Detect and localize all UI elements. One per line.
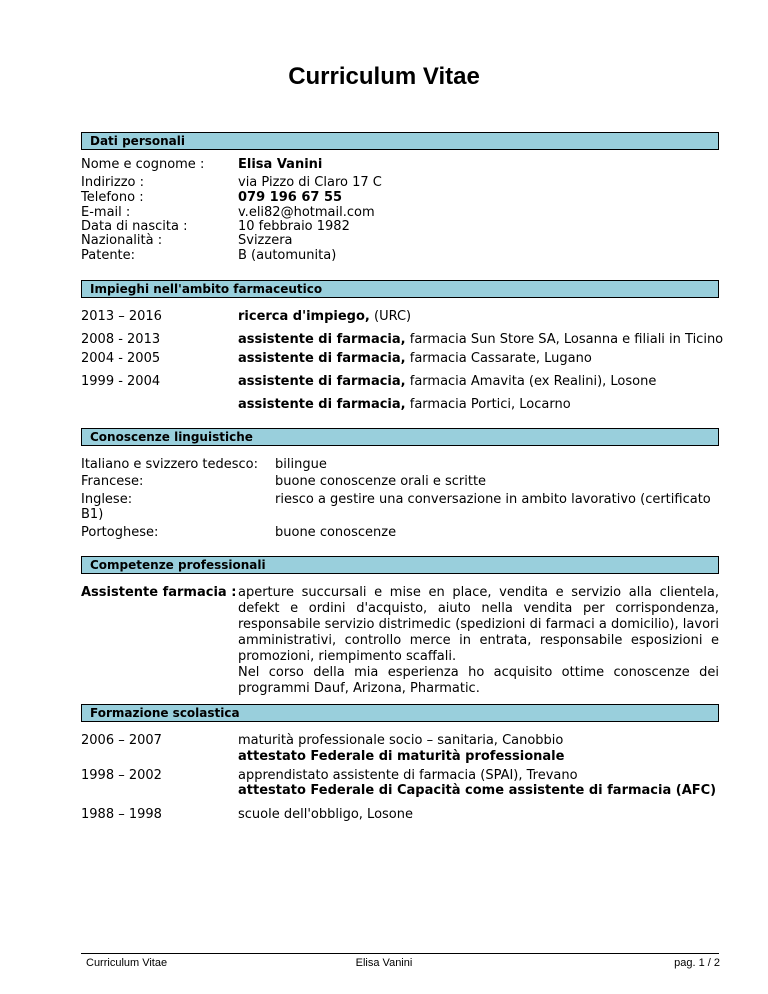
education-period: 1998 – 2002 (81, 768, 162, 783)
language-name: Inglese: (81, 492, 133, 507)
personal-value-license: B (automunita) (238, 248, 337, 263)
job-entry (238, 351, 592, 367)
job-role: assistente di farmacia, (238, 351, 406, 366)
job-detail: farmacia Amavita (ex Realini), Losone (405, 374, 657, 389)
personal-value-name: Elisa Vanini (238, 157, 323, 172)
education-period: 2006 – 2007 (81, 733, 162, 748)
personal-value-email: v.eli82@hotmail.com (238, 205, 375, 220)
personal-value-phone: 079 196 67 55 (238, 190, 343, 205)
language-name: Portoghese: (81, 525, 159, 540)
section-header-personal: Dati personali (81, 132, 719, 150)
language-level: riesco a gestire una conversazione in ambito lavorativo (certificato (275, 492, 711, 507)
education-certificate: attestato Federale di Capacità come assistente di farmacia (AFC) (238, 783, 717, 798)
education-period: 1988 – 1998 (81, 807, 162, 822)
skills-label: Assistente farmacia : (81, 585, 237, 600)
personal-label-email: E-mail : (81, 205, 131, 220)
job-period: 2013 – 2016 (81, 309, 162, 324)
footer-page-number: pag. 1 / 2 (674, 957, 720, 969)
job-period: 2008 - 2013 (81, 332, 161, 347)
footer-center: Elisa Vanini (355, 957, 413, 969)
personal-value-address: via Pizzo di Claro 17 C (238, 175, 382, 190)
language-level: buone conoscenze orali e scritte (275, 474, 487, 489)
personal-value-birthdate: 10 febbraio 1982 (238, 219, 350, 234)
section-header-education: Formazione scolastica (81, 704, 719, 722)
section-header-jobs: Impieghi nell'ambito farmaceutico (81, 280, 719, 298)
language-name: Italiano e svizzero tedesco: (81, 457, 259, 472)
skills-paragraph-1: aperture succursali e mise en place, vendita e servizio alla clientela, defekt e ordini d'acquisto, aiuto nella vendita per corrispondenza, responsabile servizio distrimedic (spedizioni di farmaci a domicilio), lavori amministrativi, controllo merce in entrata, responsabile esposizioni e promozioni, riempimento scaffali. (238, 585, 719, 664)
job-role: assistente di farmacia, (238, 397, 406, 412)
job-role: assistente di farmacia, (238, 374, 406, 389)
job-period: 2004 - 2005 (81, 351, 161, 366)
job-detail: farmacia Portici, Locarno (405, 397, 571, 412)
education-line: scuole dell'obbligo, Losone (238, 807, 413, 822)
job-detail: farmacia Sun Store SA, Losanna e filiali in Ticino (405, 332, 724, 347)
skills-description (238, 585, 719, 697)
language-name-continued: B1) (81, 507, 104, 522)
job-entry (238, 374, 656, 390)
personal-label-name: Nome e cognome : (81, 157, 205, 172)
job-entry (238, 309, 411, 325)
education-line: maturità professionale socio – sanitaria, Canobbio (238, 733, 564, 748)
language-name: Francese: (81, 474, 144, 489)
section-header-skills: Competenze professionali (81, 556, 719, 574)
personal-label-nationality: Nazionalità : (81, 233, 163, 248)
footer-left: Curriculum Vitae (86, 957, 168, 969)
education-line: apprendistato assistente di farmacia (SPAI), Trevano (238, 768, 578, 783)
personal-label-phone: Telefono : (81, 190, 144, 205)
footer-divider (81, 953, 719, 954)
job-detail: farmacia Cassarate, Lugano (405, 351, 592, 366)
personal-label-birthdate: Data di nascita : (81, 219, 188, 234)
skills-paragraph-2: Nel corso della mia esperienza ho acquisito ottime conoscenze dei programmi Dauf, Arizona, Pharmatic. (238, 665, 719, 696)
job-entry (238, 332, 723, 348)
personal-label-address: Indirizzo : (81, 175, 145, 190)
education-certificate: attestato Federale di maturità professionale (238, 749, 565, 764)
job-period: 1999 - 2004 (81, 374, 161, 389)
section-header-languages: Conoscenze linguistiche (81, 428, 719, 446)
personal-value-nationality: Svizzera (238, 233, 293, 248)
page-title: Curriculum Vitae (288, 63, 480, 90)
language-level: buone conoscenze (275, 525, 397, 540)
language-level: bilingue (275, 457, 327, 472)
job-entry (238, 397, 571, 413)
job-detail: (URC) (369, 309, 412, 324)
job-role: ricerca d'impiego, (238, 309, 370, 324)
job-role: assistente di farmacia, (238, 332, 406, 347)
personal-label-license: Patente: (81, 248, 136, 263)
